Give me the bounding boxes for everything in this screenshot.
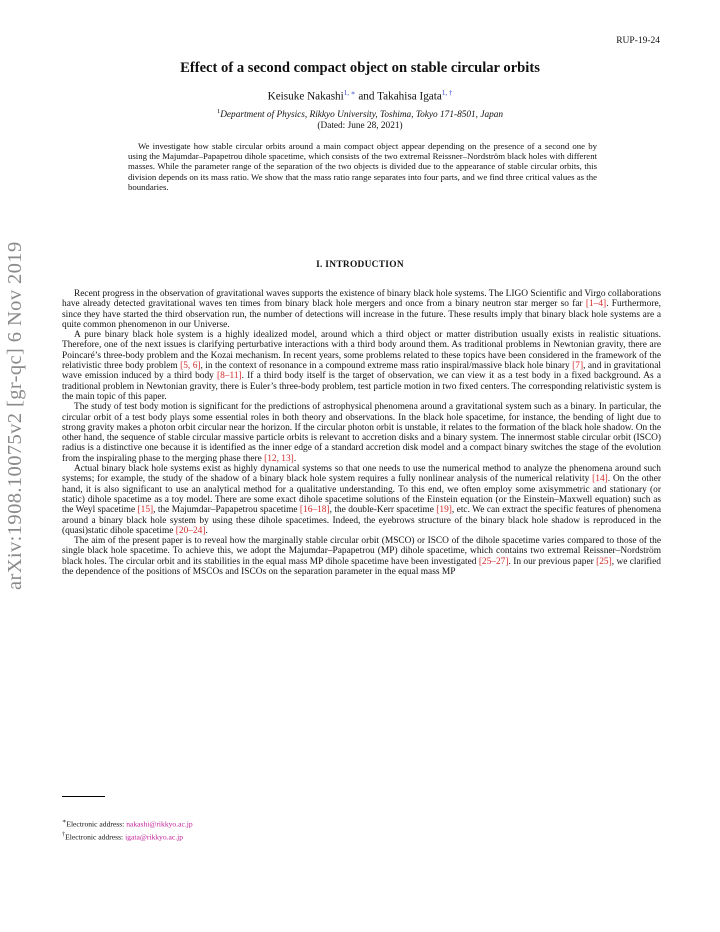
citation-link[interactable]: [25–27] — [478, 556, 509, 567]
paragraph — [62, 289, 661, 330]
paragraph — [62, 536, 661, 577]
affiliation — [0, 108, 720, 120]
text-run: . In our previous paper — [508, 556, 597, 567]
email-link[interactable]: nakashi@rikkyo.ac.jp — [126, 819, 193, 829]
text-run: . On the other hand, it is also significant to use an analytical method for a qualitative understanding. To this end, we often employ some axisymmetric and stationary (or static) dihole spacetime as a toy model. There are some exact dihole spacetime solutions of the Einstein equation (or the Einstein–Maxwell equation) such as the Weyl spacetime — [62, 474, 661, 516]
text-run: , the double-Kerr spacetime — [329, 505, 437, 516]
text-run: , etc. We can extract the specific features of phenomena around a binary black hole system by using these dihole spacetimes. Indeed, the eyebrows structure of the binary black hole shadow is reproduced in the (quasi)static dihole spacetime — [62, 505, 661, 536]
footnote — [62, 830, 193, 843]
text-run: . If a third body itself is the target of observation, we can view it as a test body in a fixed background. As a traditional problem in Newtonian gravity, there is Euler’s three-body problem, test particle motion in two fixed centers. The corresponding relativistic system is the main topic of this paper. — [62, 371, 661, 402]
citation-link[interactable]: [25] — [596, 556, 612, 567]
citation-link[interactable]: [7] — [572, 361, 584, 372]
citation-link[interactable]: [1–4] — [585, 299, 607, 310]
text-run: , and in gravitational wave emission induced by a third body — [62, 361, 661, 382]
paragraph — [62, 464, 661, 536]
citation-link[interactable]: [8–11] — [217, 371, 242, 382]
citation-link[interactable]: [15] — [137, 505, 154, 516]
footnote — [62, 817, 193, 830]
footnote-mark: † — [62, 830, 66, 838]
text-run: The study of test body motion is significant for the predictions of astrophysical phenomena around a gravitational system such as a binary. In particular, the circular orbit of a test body plays some essential roles in both theory and observations. In the black hole spacetime, for instance, the bending of light due to strong gravity makes a photon orbit circular near the horizon. If the circular photon orbit is unstable, it relates to the formation of the black hole shadow. On the other hand, the sequence of stable circular massive particle orbits is relevant to accretion disks and a binary system. The innermost stable circular orbit (ISCO) radius is a distinctive one because it is identified as the inner edge of a standard accretion disk model and a compact binary switches the stage of the evolution from the inspiraling phase to the merging phase there — [62, 402, 661, 464]
citation-link[interactable]: [19] — [436, 505, 452, 516]
text-run: . — [293, 453, 297, 464]
citation-link[interactable]: [20–24] — [175, 525, 206, 536]
report-number: RUP-19-24 — [616, 36, 660, 46]
text-run: , we clarified the dependence of the positions of MSCOs and ISCOs on the separation parameter in the equal mass MP — [62, 556, 661, 578]
footnote-label: Electronic address: — [65, 832, 126, 842]
author-conjunction: and — [358, 90, 375, 103]
footnotes — [62, 817, 193, 843]
text-run: . — [205, 525, 208, 536]
abstract: We investigate how stable circular orbits around a main compact object appear depending on the presence of a second one by using the Majumdar–Papapetrou dihole spacetime, which consists of the two extremal Reissner–Nordström black holes with different masses. While the parameter range of the separation of the two objects is divided due to the appearance of stable circular orbits, this division depends on its mass ratio. We show that the mass ratio range separates into four parts, and we find three critical values as the boundaries. — [128, 141, 597, 192]
affiliation-mark: 1 — [216, 108, 221, 115]
email-link[interactable]: igata@rikkyo.ac.jp — [125, 832, 184, 842]
footnote-label: Electronic address: — [66, 819, 127, 829]
footnote-divider — [62, 796, 105, 797]
author-line — [0, 89, 720, 103]
text-run: A pure binary black hole system is a highly idealized model, around which a third object or matter distribution usually exists in realistic situations. Therefore, one of the next issues is clarifying perturbative interactions with a third body around them. As traditional problems in Newtonian gravity, there are Poincaré’s three-body problem and the Kozai mechanism. In recent years, some problems related to these topics have been considered in the framework of the relativistic three body problem — [62, 330, 661, 372]
text-run: . Furthermore, since they have started the third observation run, the number of detections will increase in the future. These results imply that binary black hole systems are a quite common phenomenon in our Universe. — [62, 299, 661, 330]
date-line: (Dated: June 28, 2021) — [317, 121, 403, 131]
section-heading: I. INTRODUCTION — [316, 260, 404, 270]
affiliation-text: Department of Physics, Rikkyo University, Toshima, Tokyo 171-8501, Japan — [220, 110, 504, 121]
citation-link[interactable]: [16–18] — [299, 505, 330, 516]
footnote-mark: ∗ — [62, 818, 67, 825]
author-footnote-mark[interactable]: 1, ∗ — [343, 89, 356, 97]
citation-link[interactable]: [12, 13] — [264, 453, 294, 464]
paragraph — [62, 330, 661, 402]
author-name: Keisuke Nakashi — [267, 90, 344, 103]
author-footnote-mark[interactable]: 1, † — [441, 89, 453, 97]
text-run: Recent progress in the observation of gravitational waves supports the existence of binary black hole systems. The LIGO Scientific and Virgo collaborations have already detected gravitational waves ten times from binary black hole mergers and once from a binary neutron star merger so far — [62, 289, 661, 310]
citation-link[interactable]: [5, 6] — [180, 361, 201, 372]
citation-link[interactable]: [14] — [592, 474, 608, 485]
paper-title: Effect of a second compact object on stable circular orbits — [180, 60, 540, 76]
body-text — [62, 289, 661, 577]
author-name: Takahisa Igata — [377, 90, 442, 103]
arxiv-identifier-stamp[interactable]: arXiv:1908.10075v2 [gr-qc] 6 Nov 2019 — [4, 241, 26, 590]
text-run: Actual binary black hole systems exist as highly dynamical systems so that one needs to use the numerical method to analyze the phenomena around such systems; for example, the study of the shadow of a binary black hole system requires a fully nonlinear analysis of the numerical relativity — [62, 464, 661, 485]
text-run: , the Majumdar–Papapetrou spacetime — [153, 505, 300, 516]
text-run: The aim of the present paper is to reveal how the marginally stable circular orbit (MSCO) or ISCO of the dihole spacetime varies compared to those of the single black hole spacetime. To achieve this, we adopt the Majumdar–Papapetrou (MP) dihole spacetime, which contains two extremal Reissner–Nordström black holes. The circular orbit and its stabilities in the equal mass MP dihole spacetime have been investigated — [62, 536, 661, 567]
paragraph — [62, 402, 661, 464]
text-run: , in the context of resonance in a compound extreme mass ratio inspiral/massive black hole binary — [200, 361, 573, 372]
